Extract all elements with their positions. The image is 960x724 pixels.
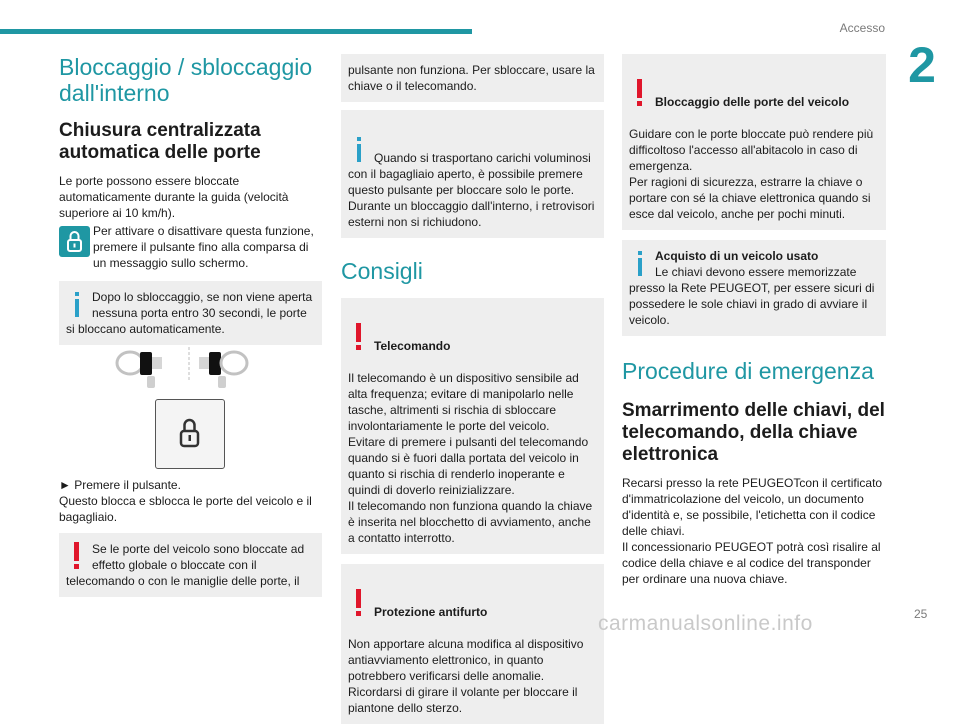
warning-box-text: Se le porte del veicolo sono bloccate ad effetto globale o bloccate con il telecomando o con le maniglie delle porte, il	[66, 542, 305, 588]
lock-button-diagram	[59, 345, 322, 457]
info-box-loads	[341, 110, 604, 238]
column-1	[59, 50, 322, 597]
step-description: Questo blocca e sblocca le porte del veicolo e il bagagliaio.	[59, 494, 312, 524]
lock-icon	[59, 226, 90, 257]
door-lock-button[interactable]	[155, 399, 225, 469]
subsection-title: Chiusura centralizzata automatica delle porte	[59, 120, 261, 163]
info-box-text: Dopo lo sbloccaggio, se non viene aperta nessuna porta entro 30 secondi, le porte si bloccano automaticamente.	[66, 290, 313, 336]
warning-continued-text: pulsante non funziona. Per sbloccare, usare la chiave o il telecomando.	[348, 63, 595, 93]
info-icon	[629, 248, 653, 278]
site-watermark: carmanualsonline.info	[598, 612, 813, 635]
header-accent-bar	[0, 29, 472, 34]
telecomando-text: Il telecomando è un dispositivo sensibile ad alta frequenza; evitare di manipolarlo nelle tasche, altrimenti si rischia di sbloccare involontariamente le porte del veicolo. Evitare di premere i pulsanti del telecomando quando si è fuori dalla portata del veicolo in quanto si rischia di renderlo inoperante e quindi di doverlo reinizializzare. Il telecomando non funziona quando la chiave è inserita nel blocchetto di avviamento, anche a contatto interrotto.	[348, 371, 593, 545]
info-box-loads-text: Quando si trasportano carichi voluminosi con il bagagliaio aperto, è possibile premere questo pulsante per bloccare solo le porte. Durante un bloccaggio dall'interno, i retrovisori esterni non si richiudono.	[348, 151, 595, 229]
smarrimento-title: Smarrimento delle chiavi, del telecomando, della chiave elettronica	[622, 400, 885, 465]
warning-box-protezione	[341, 564, 604, 724]
bloccaggio-text: Guidare con le porte bloccate può rendere più difficoltoso l'accesso all'abitacolo in caso di emergenza. Per ragioni di sicurezza, estrarre la chiave o portare con sé la chiave elettronica quando si esce dal veicolo, anche per pochi minuti.	[629, 127, 874, 221]
page-number: 25	[914, 607, 928, 621]
warning-box-remote	[59, 533, 322, 597]
telecomando-heading: Telecomando	[374, 339, 451, 353]
step-instruction: ► Premere il pulsante.	[59, 478, 181, 492]
protezione-text: Non apportare alcuna modifica al dispositivo antiavviamento elettronico, in quanto potrebbero verificarsi delle anomalie. Ricordarsi di girare il volante per bloccare il piantone dello sterzo.	[348, 637, 584, 715]
column-2	[341, 54, 604, 724]
consigli-title: Consigli	[341, 258, 423, 284]
chapter-number: 2	[908, 37, 936, 93]
emergenza-title: Procedure di emergenza	[622, 358, 874, 384]
section-label: Accesso	[839, 21, 885, 35]
warning-icon	[629, 78, 653, 108]
smarrimento-text: Recarsi presso la rete PEUGEOTcon il certificato d'immatricolazione del veicolo, un documento d'identità e, se possibile, l'etichetta con il codice delle chiavi. Il concessionario PEUGEOT potrà così risalire al codice della chiave e al codice del transponder per ordinare una nuova chiave.	[622, 476, 883, 586]
acquisto-heading: Acquisto di un veicolo usato	[655, 249, 819, 263]
info-box-acquisto	[622, 240, 886, 336]
warning-icon	[348, 588, 372, 618]
warning-icon	[348, 322, 372, 352]
info-icon	[66, 289, 90, 319]
section-title: Bloccaggio / sbloccaggio dall'interno	[59, 54, 313, 106]
bloccaggio-heading: Bloccaggio delle porte del veicolo	[655, 95, 850, 109]
steering-wheel-icon	[59, 345, 322, 395]
intro-paragraph: Le porte possono essere bloccate automaticamente durante la guida (velocità superiore ai 10 km/h).	[59, 174, 289, 220]
lock-instructions: Per attivare o disattivare questa funzione, premere il pulsante fino alla comparsa di un messaggio sullo schermo.	[93, 224, 314, 270]
info-icon	[348, 134, 372, 164]
warning-icon	[66, 541, 90, 571]
info-box-autolock	[59, 281, 322, 345]
column-3	[622, 54, 886, 587]
warning-box-bloccaggio	[622, 54, 886, 230]
acquisto-text: Le chiavi devono essere memorizzate presso la Rete PEUGEOT, per essere sicuri di possedere le sole chiavi in grado di avviare il veicolo.	[629, 265, 875, 327]
protezione-heading: Protezione antifurto	[374, 605, 488, 619]
warning-box-telecomando	[341, 298, 604, 554]
warning-box-continued	[341, 54, 604, 102]
